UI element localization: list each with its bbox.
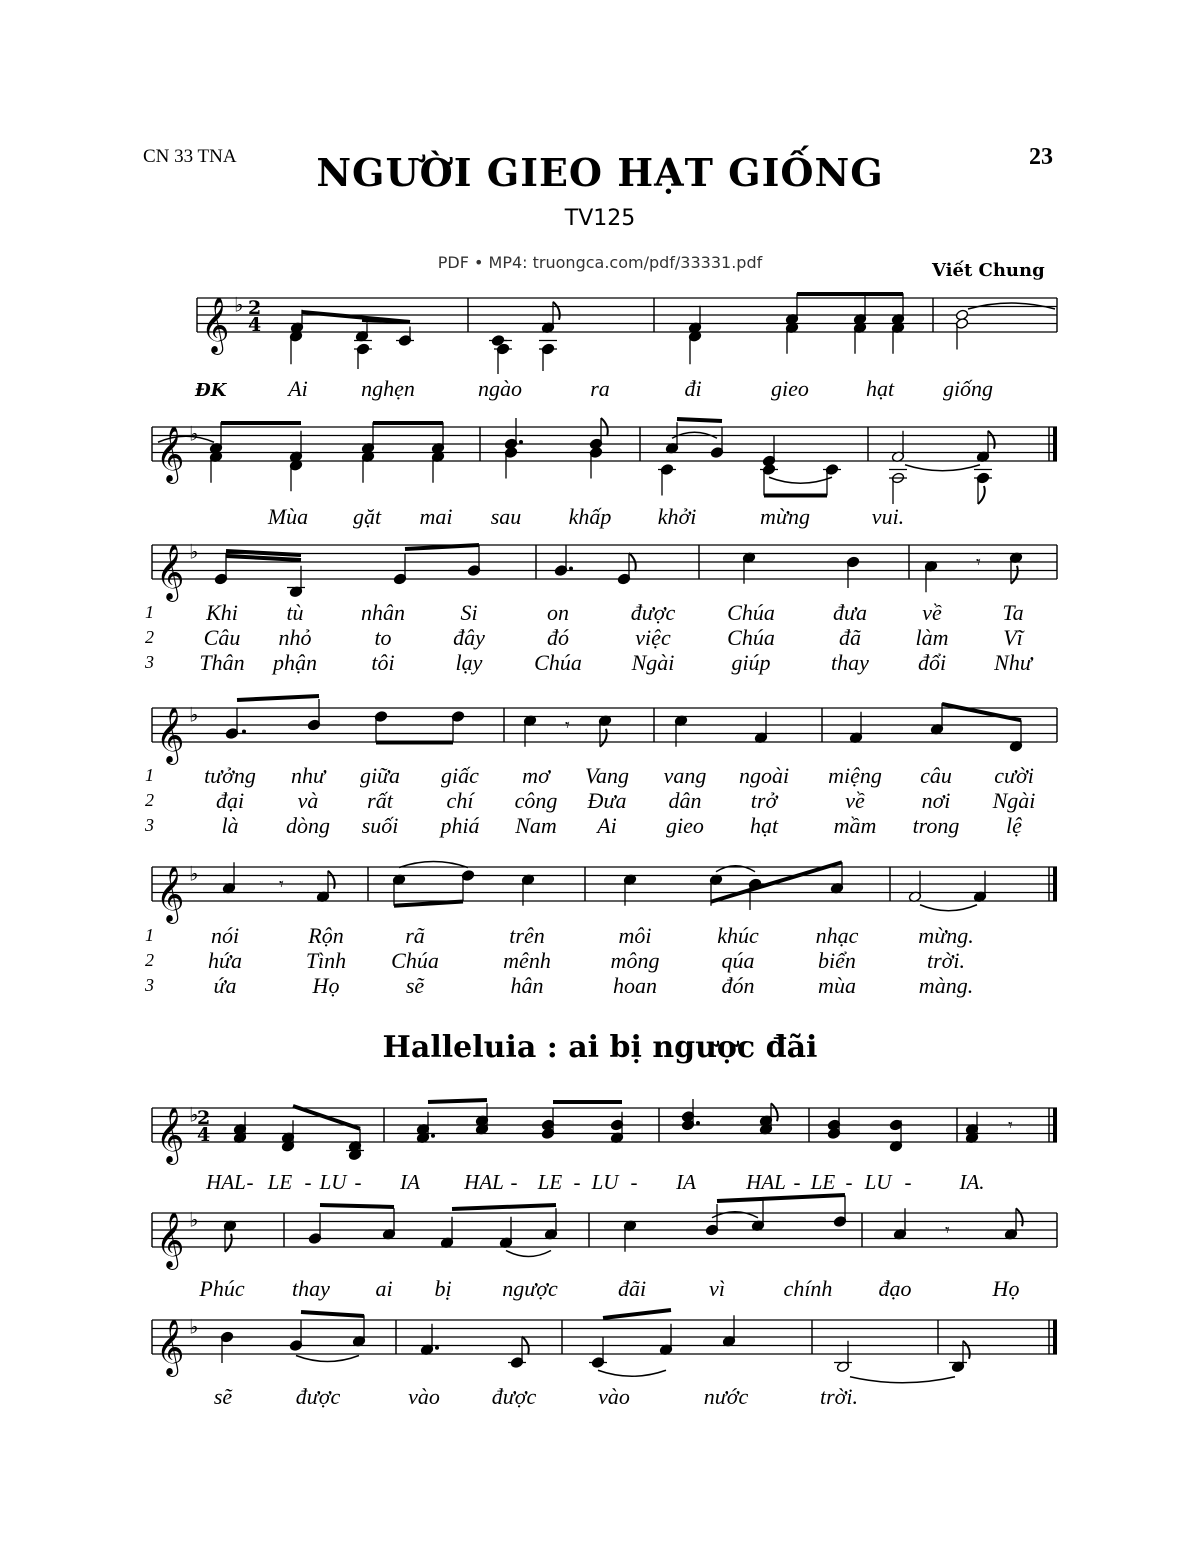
- lyric-word: gặt: [352, 504, 382, 529]
- lyric-word: nơi: [921, 788, 951, 813]
- lyric-syllable: HAL: [206, 1170, 246, 1194]
- lyric-word: Ngài: [631, 650, 675, 675]
- lyric-word: đãi: [617, 1276, 647, 1301]
- lyric-syllable: -: [304, 1170, 312, 1194]
- lyric-syllable: LE: [810, 1170, 836, 1194]
- lyric-word: như: [291, 763, 325, 788]
- lyric-word: trên: [509, 923, 545, 948]
- note-flag: [988, 431, 995, 449]
- lyric-word: về: [922, 600, 942, 625]
- lyric-syllable: HAL: [464, 1170, 504, 1194]
- lyric-word: nghẹn: [361, 376, 415, 401]
- lyric-word: phận: [273, 650, 317, 675]
- lyric-word: đây: [453, 625, 485, 650]
- lyric-word: hạt: [749, 813, 779, 838]
- lyric-word: rã: [405, 923, 425, 948]
- note-beam: [603, 1310, 671, 1318]
- lyric-word: bị: [434, 1276, 452, 1301]
- lyric-syllable: IA: [676, 1170, 696, 1194]
- lyric-word: làm: [915, 625, 949, 650]
- lyric-word: nước: [703, 1384, 749, 1409]
- section-title-halleluia: Halleluia : ai bị ngược đãi: [382, 1030, 818, 1065]
- lyric-word: cười: [994, 763, 1034, 788]
- lyric-word: Chúa: [727, 600, 775, 625]
- note-dot: [569, 567, 573, 571]
- lyric-word: công: [514, 788, 558, 813]
- verse-number: 1: [145, 765, 154, 785]
- lyric-word: mênh: [503, 948, 551, 973]
- flat-key-signature: ♭: [234, 292, 244, 317]
- lyric-word: ngược: [502, 1276, 558, 1301]
- lyric-word: trong: [912, 813, 960, 838]
- lyric-word: Tình: [305, 948, 347, 973]
- lyric-word: giúp: [731, 650, 771, 675]
- final-barline: [1053, 1108, 1057, 1142]
- page-number: 23: [1029, 144, 1053, 170]
- lyric-word: giữa: [359, 763, 401, 788]
- note-flag: [328, 871, 335, 889]
- lyric-syllable: LE: [267, 1170, 293, 1194]
- eighth-rest-icon: 𝄾: [565, 715, 570, 736]
- note-beam: [301, 1312, 364, 1316]
- lyric-word: đi: [684, 376, 702, 401]
- lyric-word: vui.: [871, 504, 905, 529]
- verse-number: 2: [145, 950, 154, 970]
- lyric-word: tôi: [371, 650, 395, 675]
- tie-slur: [920, 905, 977, 911]
- flat-key-signature: ♭: [189, 1102, 199, 1127]
- note-flag: [963, 1341, 970, 1359]
- lyric-word: tưởng: [204, 763, 256, 788]
- lyric-word: trở: [750, 788, 778, 813]
- lyric-syllable: HAL: [746, 1170, 786, 1194]
- lyric-word: màng.: [918, 973, 974, 998]
- lyric-word: sẽ: [405, 973, 425, 998]
- lyric-word: hứa: [208, 948, 242, 973]
- lyric-word: Phúc: [199, 1276, 245, 1301]
- song-code: TV125: [564, 206, 636, 231]
- lyric-word: đó: [547, 625, 569, 650]
- lyric-word: mừng: [760, 504, 810, 529]
- lyric-word: biển: [818, 948, 856, 973]
- eighth-rest-icon: 𝄾: [976, 552, 981, 573]
- lyric-word: to: [374, 625, 392, 650]
- lyric-word: đưa: [833, 600, 867, 625]
- tie-slur: [905, 465, 980, 471]
- note-beam: [717, 1195, 845, 1201]
- lyric-word: Như: [994, 650, 1032, 675]
- note-flag: [978, 486, 985, 504]
- lyric-word: đại: [215, 788, 245, 813]
- lyric-syllable: LE: [537, 1170, 563, 1194]
- lyric-syllable: -: [246, 1170, 254, 1194]
- flat-key-signature: ♭: [189, 702, 199, 727]
- lyric-word: Ta: [1002, 600, 1024, 625]
- lyric-word: được: [295, 1384, 341, 1409]
- lyric-word: nhân: [361, 600, 405, 625]
- treble-clef-icon: 𝄞: [156, 707, 185, 763]
- lyric-word: tù: [286, 600, 304, 625]
- note-beam: [677, 419, 722, 421]
- note-beam: [226, 556, 301, 560]
- tie-slur: [598, 1370, 666, 1376]
- lyric-syllable: -: [904, 1170, 912, 1194]
- note-beam: [226, 551, 301, 555]
- source-link[interactable]: PDF • MP4: truongca.com/pdf/33331.pdf: [437, 253, 763, 272]
- lyric-word: môi: [618, 923, 652, 948]
- note-flag: [1011, 566, 1018, 584]
- lyric-word: Chúa: [391, 948, 439, 973]
- lyric-word: vang: [663, 763, 707, 788]
- lyric-word: về: [845, 788, 865, 813]
- lyric-word: mai: [419, 504, 453, 529]
- lyric-word: Câu: [203, 625, 241, 650]
- lyric-word: khúc: [717, 923, 759, 948]
- note-beam: [452, 1205, 556, 1209]
- treble-clef-icon: 𝄞: [156, 866, 185, 922]
- lyric-word: đổi: [917, 650, 947, 675]
- lyric-word: câu: [920, 763, 952, 788]
- lyric-word: Khi: [206, 600, 238, 625]
- verse-number: 2: [145, 627, 154, 647]
- lyric-word: nhạc: [815, 923, 859, 948]
- treble-clef-icon: 𝄞: [156, 1107, 185, 1163]
- lyric-word: suối: [361, 813, 399, 838]
- lyric-word: khởi: [657, 504, 697, 529]
- time-signature-bottom: 4: [248, 314, 262, 336]
- lyric-word: là: [221, 813, 239, 838]
- verse-number: 3: [145, 652, 154, 672]
- verse-number: 2: [145, 790, 154, 810]
- lyric-word: Si: [460, 600, 478, 625]
- lyric-word: Họ: [992, 1276, 1020, 1301]
- lyric-word: gieo: [666, 813, 704, 838]
- lyric-word: thay: [831, 650, 869, 675]
- lyric-syllable: IA: [400, 1170, 420, 1194]
- lyric-word: khấp: [568, 504, 612, 529]
- note-dot: [431, 1134, 435, 1138]
- lyric-word: Vĩ: [1003, 625, 1023, 650]
- tie-slur: [296, 1356, 359, 1362]
- flat-key-signature: ♭: [189, 421, 199, 446]
- lyric-word: mùa: [818, 973, 856, 998]
- lyric-word: việc: [635, 625, 671, 650]
- lyric-word: hoan: [613, 973, 657, 998]
- collection-code: CN 33 TNA: [143, 146, 237, 167]
- lyric-word: vào: [408, 1384, 440, 1409]
- verse-number: 3: [145, 815, 154, 835]
- lyric-syllable: IA.: [959, 1170, 985, 1194]
- eighth-rest-icon: 𝄾: [279, 874, 284, 895]
- note-flag: [225, 1234, 232, 1252]
- time-signature-top: 2: [248, 297, 262, 319]
- note-beam: [711, 862, 842, 902]
- lyric-syllable: LU: [591, 1170, 619, 1194]
- note-flag: [553, 302, 560, 320]
- lyric-word: ứa: [213, 973, 237, 998]
- lyric-word: hân: [510, 973, 544, 998]
- lyric-word: được: [630, 600, 676, 625]
- verse-number: 3: [145, 975, 154, 995]
- lyric-syllable: -: [510, 1170, 518, 1194]
- lyric-word: gieo: [771, 376, 809, 401]
- note-beam: [942, 704, 1021, 720]
- lyric-word: ai: [375, 1276, 393, 1301]
- lyric-syllable: -: [630, 1170, 638, 1194]
- lyric-word: Thân: [199, 650, 245, 675]
- treble-clef-icon: 𝄞: [156, 544, 185, 600]
- treble-clef-icon: 𝄞: [156, 1212, 185, 1268]
- lyric-word: thay: [292, 1276, 330, 1301]
- lyric-word: chính: [783, 1276, 833, 1301]
- final-barline: [1053, 427, 1057, 461]
- lyric-word: đã: [839, 625, 861, 650]
- lyric-word: được: [491, 1384, 537, 1409]
- lyric-word: Chúa: [727, 625, 775, 650]
- lyric-word: mầm: [833, 813, 877, 838]
- lyric-word: đón: [721, 973, 755, 998]
- lyric-word: giống: [942, 376, 994, 401]
- lyric-word: giấc: [441, 763, 479, 788]
- lyric-word: Ngài: [992, 788, 1036, 813]
- lyric-syllable: -: [354, 1170, 362, 1194]
- lyric-word: nhỏ: [278, 625, 312, 650]
- lyric-word: mông: [610, 948, 660, 973]
- lyric-word: ngào: [478, 376, 522, 401]
- lyric-word: chí: [446, 788, 474, 813]
- note-dot: [242, 730, 246, 734]
- lyric-word: ra: [590, 376, 610, 401]
- refrain-label: ĐK: [195, 380, 227, 401]
- lyric-word: Ai: [597, 813, 617, 838]
- flat-key-signature: ♭: [189, 861, 199, 886]
- lyric-word: trời.: [819, 1384, 859, 1409]
- lyric-syllable: LU: [319, 1170, 347, 1194]
- note-beam: [320, 1205, 394, 1207]
- lyric-word: hạt: [865, 376, 895, 401]
- lyric-word: mừng.: [918, 923, 974, 948]
- lyric-word: Ai: [288, 376, 308, 401]
- lyric-word: Vang: [585, 763, 629, 788]
- flat-key-signature: ♭: [189, 539, 199, 564]
- lyric-word: nói: [210, 923, 240, 948]
- lyric-word: sẽ: [213, 1384, 233, 1409]
- lyric-word: mơ: [522, 763, 550, 788]
- lyric-word: Nam: [515, 813, 557, 838]
- lyric-word: Họ: [312, 973, 340, 998]
- lyric-word: sau: [490, 504, 522, 529]
- final-barline: [1053, 867, 1057, 901]
- lyric-word: on: [547, 600, 569, 625]
- time-signature-bottom: 4: [197, 1124, 211, 1146]
- treble-clef-icon: 𝄞: [156, 426, 185, 482]
- tie-slur: [769, 477, 832, 483]
- lyric-word: rất: [367, 788, 393, 813]
- lyric-word: đạo: [878, 1276, 912, 1301]
- lyric-word: Mùa: [267, 504, 309, 529]
- lyric-word: Rộn: [308, 923, 344, 948]
- lyric-word: Chúa: [534, 650, 582, 675]
- note-beam: [394, 902, 463, 906]
- composer-name: Viết Chung: [932, 260, 1045, 281]
- eighth-rest-icon: 𝄾: [945, 1220, 950, 1241]
- final-barline: [1053, 1320, 1057, 1354]
- note-beam: [428, 1100, 487, 1102]
- lyric-word: lạy: [455, 650, 483, 675]
- tie-slur: [850, 1377, 955, 1383]
- lyric-syllable: LU: [864, 1170, 892, 1194]
- note-flag: [600, 729, 607, 747]
- lyric-syllable: -: [793, 1170, 801, 1194]
- lyric-syllable: -: [573, 1170, 581, 1194]
- tie-slur: [506, 1251, 551, 1257]
- note-flag: [1016, 1208, 1023, 1226]
- note-flag: [771, 1103, 778, 1121]
- flat-key-signature: ♭: [189, 1314, 199, 1339]
- treble-clef-icon: 𝄞: [201, 297, 230, 353]
- verse-number: 1: [145, 602, 154, 622]
- lyric-word: Đưa: [587, 788, 627, 813]
- note-dot: [435, 1346, 439, 1350]
- lyric-word: vì: [709, 1276, 725, 1301]
- note-dot: [519, 440, 523, 444]
- lyric-word: dòng: [286, 813, 330, 838]
- verse-number: 1: [145, 925, 154, 945]
- lyric-word: phiá: [440, 813, 480, 838]
- song-title: NGƯỜI GIEO HẠT GIỐNG: [316, 150, 884, 195]
- note-dot: [696, 1121, 700, 1125]
- lyric-word: qúa: [721, 948, 755, 973]
- note-beam: [237, 696, 319, 700]
- lyric-word: miệng: [828, 763, 882, 788]
- lyric-word: vào: [598, 1384, 630, 1409]
- lyric-syllable: -: [845, 1170, 853, 1194]
- eighth-rest-icon: 𝄾: [1008, 1115, 1013, 1136]
- time-signature-top: 2: [197, 1107, 211, 1129]
- lyric-word: dân: [668, 788, 702, 813]
- lyric-word: ngoài: [738, 763, 790, 788]
- lyric-word: và: [297, 788, 319, 813]
- lyric-word: trời.: [926, 948, 966, 973]
- note-beam: [362, 320, 410, 322]
- treble-clef-icon: 𝄞: [156, 1319, 185, 1375]
- lyric-word: lệ: [1006, 813, 1022, 838]
- flat-key-signature: ♭: [189, 1207, 199, 1232]
